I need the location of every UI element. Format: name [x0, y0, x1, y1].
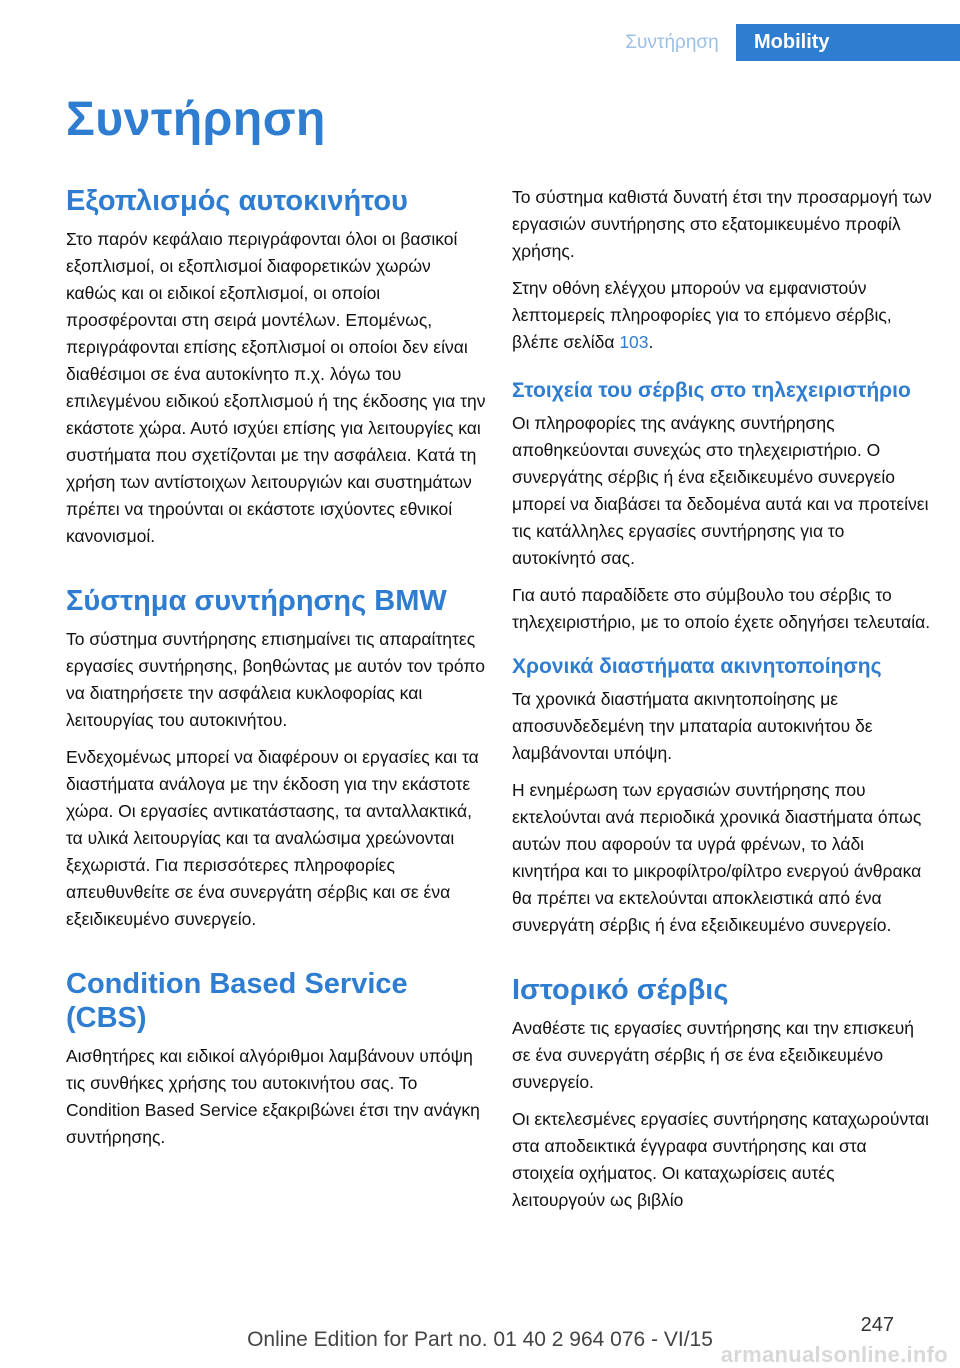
- paragraph-with-link: [512, 275, 932, 356]
- right-column: [512, 184, 932, 1224]
- heading-cbs: Condition Based Service (CBS): [66, 968, 408, 1034]
- paragraph: Τα χρονικά διαστήματα ακινητοποίησης με αποσυνδεδεμένη την μπαταρία αυτοκινήτου δε λαμβάνονται υπόψη.: [512, 689, 873, 763]
- heading-bmw-maintenance-system: Σύστημα συντήρησης BMW: [66, 585, 447, 617]
- paragraph: Ενδεχομένως μπορεί να διαφέρουν οι εργασίες και τα διαστήματα ανάλογα με την έκδοση για την εκάστοτε χώρα. Οι εργασίες αντικατάστασης, τα ανταλλακτικά, τα υλικά λειτουργίας και τα αναλώσιμα χρεώνονται ξεχωριστά. Για περισσότερες πληροφορίες απευθυνθείτε σε ένα συνεργάτη σέρβις και σε ένα εξειδικευμένο συνεργείο.: [66, 747, 479, 929]
- paragraph: Αισθητήρες και ειδικοί αλγόριθμοι λαμβάνουν υπόψη τις συνθήκες χρήσης του αυτοκινήτου σας. Το Condition Based Service εξακριβώνει έτσι την ανάγκη συντήρησης.: [66, 1046, 480, 1147]
- paragraph: Η ενημέρωση των εργασιών συντήρησης που εκτελούνται ανά περιοδικά χρονικά διαστήματα όπως αυτών που αφορούν τα υγρά φρένων, το λάδι κινητήρα και το μικροφίλτρο/φίλτρο ενεργού άνθρακα θα πρέπει να εκτελούνται αποκλειστικά από ένα συνεργάτη σέρβις ή ένα εξειδικευμένο συνεργείο.: [512, 780, 922, 935]
- heading-service-data-remote: Στοιχεία του σέρβις στο τηλεχειριστήριο: [512, 379, 911, 402]
- page-title: Συντήρηση: [66, 93, 326, 146]
- edition-text: Online Edition for Part no. 01 40 2 964 076 - VI/15: [247, 1328, 713, 1351]
- page-number: 247: [860, 1314, 894, 1336]
- paragraph: Οι εκτελεσμένες εργασίες συντήρησης καταχωρούνται στα αποδεικτικά έγγραφα συντήρησης και στα στοιχεία οχήματος. Οι καταχωρίσεις αυτές λειτουργούν ως βιβλίο: [512, 1109, 929, 1210]
- heading-service-history: Ιστορικό σέρβις: [512, 974, 729, 1006]
- heading-standstill-periods: Χρονικά διαστήματα ακινητοποίησης: [512, 655, 882, 678]
- paragraph: Το σύστημα καθιστά δυνατή έτσι την προσαρμογή των εργασιών συντήρησης στο εξατομικευμένο προφίλ χρήσης.: [512, 187, 932, 261]
- paragraph-text: Στην οθόνη ελέγχου μπορούν να εμφανιστούν λεπτομερείς πληροφορίες για το επόμενο σέρβις, βλέπε σελίδα: [512, 278, 892, 352]
- heading-vehicle-equipment: Εξοπλισμός αυτοκινήτου: [66, 185, 408, 217]
- chapter-tab[interactable]: Mobility: [736, 24, 960, 61]
- section-tab[interactable]: Συντήρηση: [608, 24, 736, 61]
- paragraph-end: .: [648, 332, 654, 352]
- left-column: [66, 184, 486, 1161]
- paragraph: Για αυτό παραδίδετε στο σύμβουλο του σέρβις το τηλεχειριστήριο, με το οποίο έχετε οδηγήσει τελευταία.: [512, 585, 931, 632]
- paragraph: Οι πληροφορίες της ανάγκης συντήρησης αποθηκεύονται συνεχώς στο τηλεχειριστήριο. Ο συνεργάτης σέρβις ή ένα εξειδικευμένο συνεργείο μπορεί να διαβάσει τα δεδομένα αυτά και να προτείνει τις κατάλληλες εργασίες συντήρησης για το αυτοκίνητό σας.: [512, 413, 929, 568]
- paragraph: Το σύστημα συντήρησης επισημαίνει τις απαραίτητες εργασίες συντήρησης, βοηθώντας με αυτόν τον τρόπο να διατηρήσετε την ασφάλεια κυκλοφορίας και λειτουργίας του αυτοκινήτου.: [66, 629, 485, 730]
- header-tabs: [608, 24, 960, 61]
- watermark: armanualsonline.info: [720, 1342, 948, 1367]
- footer: [0, 1314, 960, 1367]
- paragraph: Στο παρόν κεφάλαιο περιγράφονται όλοι οι βασικοί εξοπλισμοί, οι εξοπλισμοί διαφορετικών χωρών καθώς και οι ειδικοί εξοπλισμοί, οι οποίοι προσφέρονται στη σειρά μοντέλων. Επομένως, περιγράφονται επίσης εξοπλισμοί οι οποίοι δεν είναι διαθέσιμοι σε ένα αυτοκίνητο π.χ. λόγω του επιλεγμένου ειδικού εξοπλισμού ή της έκδοσης για την εκάστοτε χώρα. Αυτό ισχύει επίσης για λειτουργίες και συστήματα που σχετίζονται με την ασφάλεια. Κατά τη χρήση των αντίστοιχων λειτουργιών και συστημάτων πρέπει να τηρούνται οι εκάστοτε ισχύοντες εθνικοί κανονισμοί.: [66, 229, 486, 546]
- page-link[interactable]: 103: [619, 332, 649, 352]
- paragraph: Αναθέστε τις εργασίες συντήρησης και την επισκευή σε ένα συνεργάτη σέρβις ή σε ένα εξειδικευμένο συνεργείο.: [512, 1018, 915, 1092]
